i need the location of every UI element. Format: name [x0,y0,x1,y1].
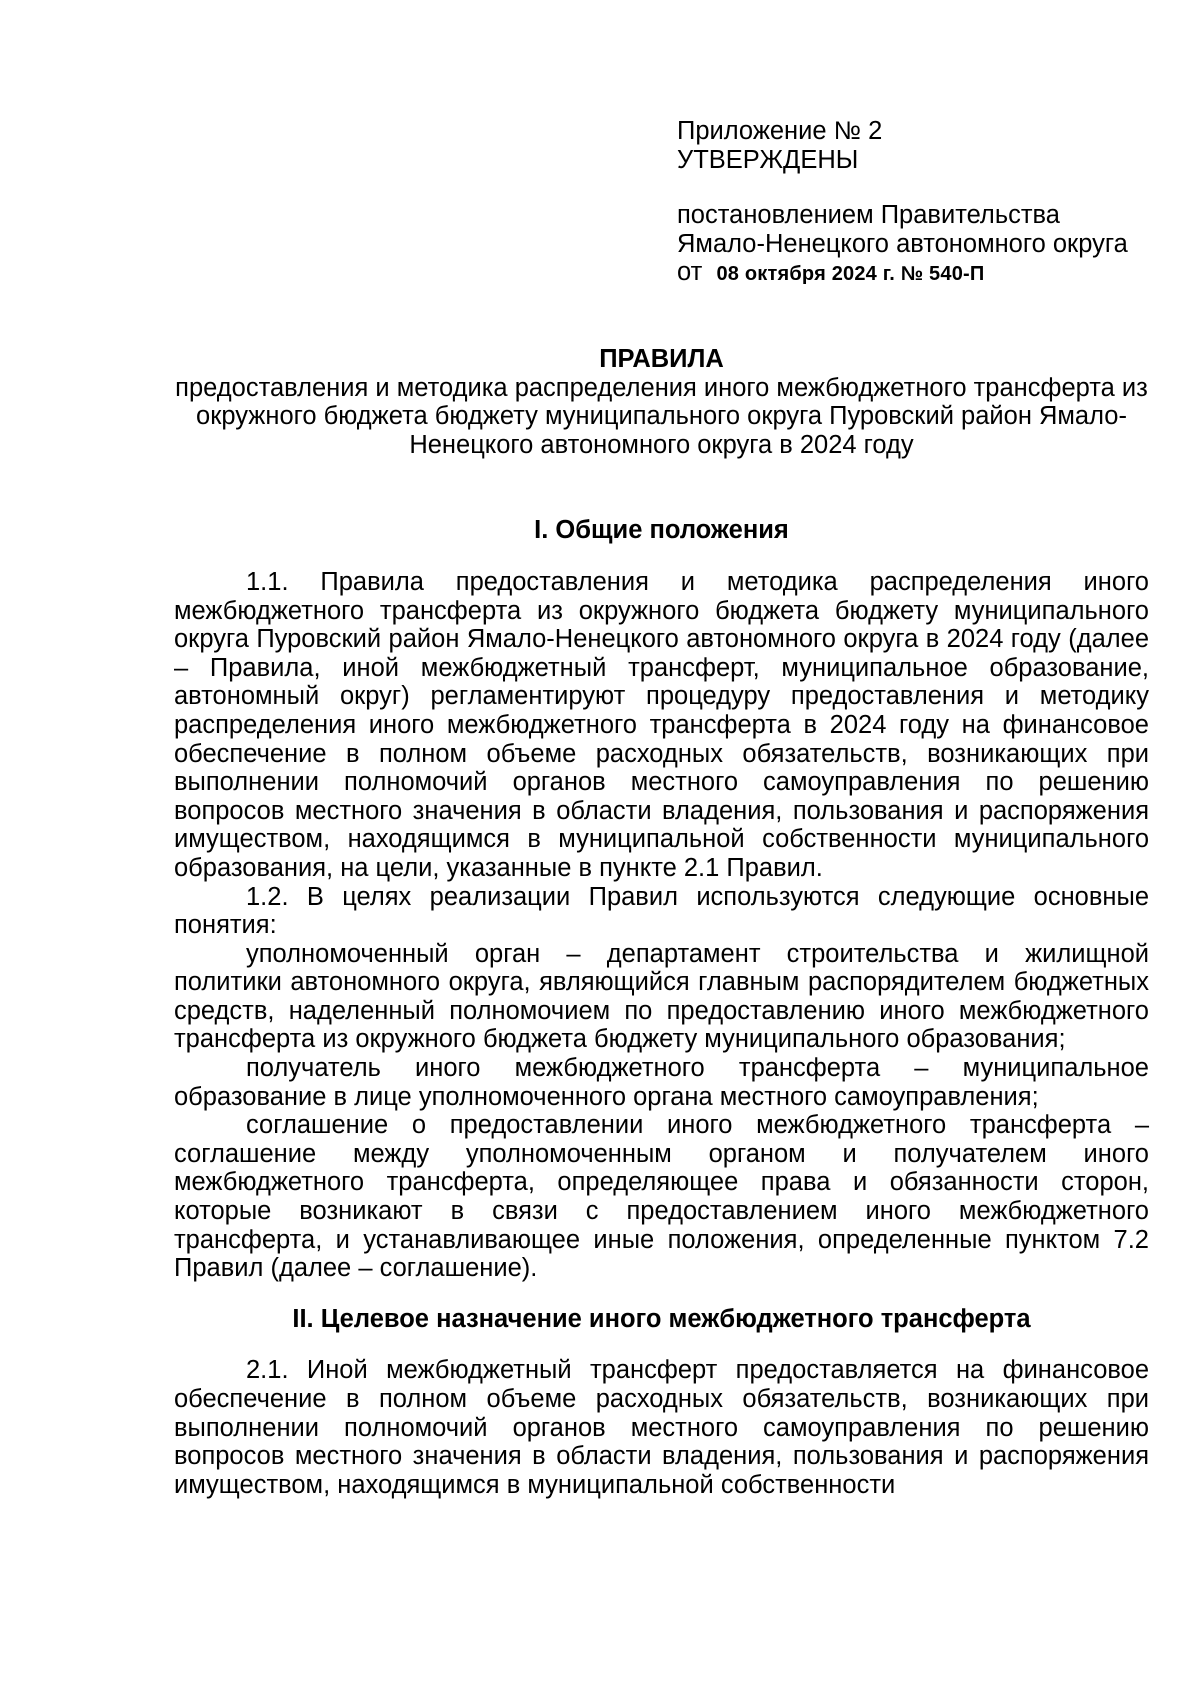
definition-agreement: соглашение о предоставлении иного межбюджетного трансферта – соглашение между уполномоченным органом и получателем иного межбюджетного трансферта, определяющее права и обязанности сторон, которые возникают в связи с предоставлением иного межбюджетного трансферта, и устанавливающее иные положения, определенные пунктом 7.2 Правил (далее – соглашение). [174,1111,1149,1283]
approved-label: УТВЕРЖДЕНЫ [677,145,859,174]
section-2-heading: II. Целевое назначение иного межбюджетного трансферта [292,1304,1031,1333]
decree-date-prefix: от [677,258,703,287]
decree-date-line [677,258,1157,289]
approval-gap [677,174,1157,201]
section-1-heading: I. Общие положения [534,516,789,545]
decree-date: 08 октября 2024 г. № 540-П [716,263,985,286]
paragraph-1-1: 1.1. Правила предоставления и методика распределения иного межбюджетного трансферта из окружного бюджета бюджету муниципального округа Пуровский район Ямало-Ненецкого автономного округа в 2024 году (далее – Правила, иной межбюджетный трансферт, муниципальное образование, автономный округ) регламентируют процедуру предоставления и методику распределения иного межбюджетного трансферта в 2024 году на финансовое обеспечение в полном объеме расходных обязательств, возникающих при выполнении полномочий органов местного самоуправления по решению вопросов местного значения в области владения, пользования и распоряжения имуществом, находящимся в муниципальной собственности муниципального образования, на цели, указанные в пункте 2.1 Правил. [174,567,1149,882]
decree-issuer-line1: постановлением Правительства [677,201,1060,230]
paragraph-2-1: 2.1. Иной межбюджетный трансферт предоставляется на финансовое обеспечение в полном объеме расходных обязательств, возникающих при выполнении полномочий органов местного самоуправления по решению вопросов местного значения в области владения, пользования и распоряжения имуществом, находящимся в муниципальной собственности [174,1356,1149,1499]
appendix-number: Приложение № 2 [677,117,883,145]
definition-recipient: получатель иного межбюджетного трансферта – муниципальное образование в лице уполномоченного органа местного самоуправления; [174,1054,1149,1111]
approval-block [677,117,1157,289]
document-subtitle: предоставления и методика распределения иного межбюджетного трансферта из окружного бюджета бюджету муниципального округа Пуровский район Ямало-Ненецкого автономного округа в 2024 году [175,373,1148,459]
decree-issuer-line2: Ямало-Ненецкого автономного округа [677,229,1128,258]
document-title: ПРАВИЛА [599,345,724,373]
definition-authorized-body: уполномоченный орган – департамент строительства и жилищной политики автономного округа, являющийся главным распорядителем бюджетных средств, наделенный полномочием по предоставлению иного межбюджетного трансферта из окружного бюджета бюджету муниципального образования; [174,939,1149,1054]
paragraph-1-2: 1.2. В целях реализации Правил используются следующие основные понятия: [174,882,1149,940]
document-body [174,345,1149,1499]
